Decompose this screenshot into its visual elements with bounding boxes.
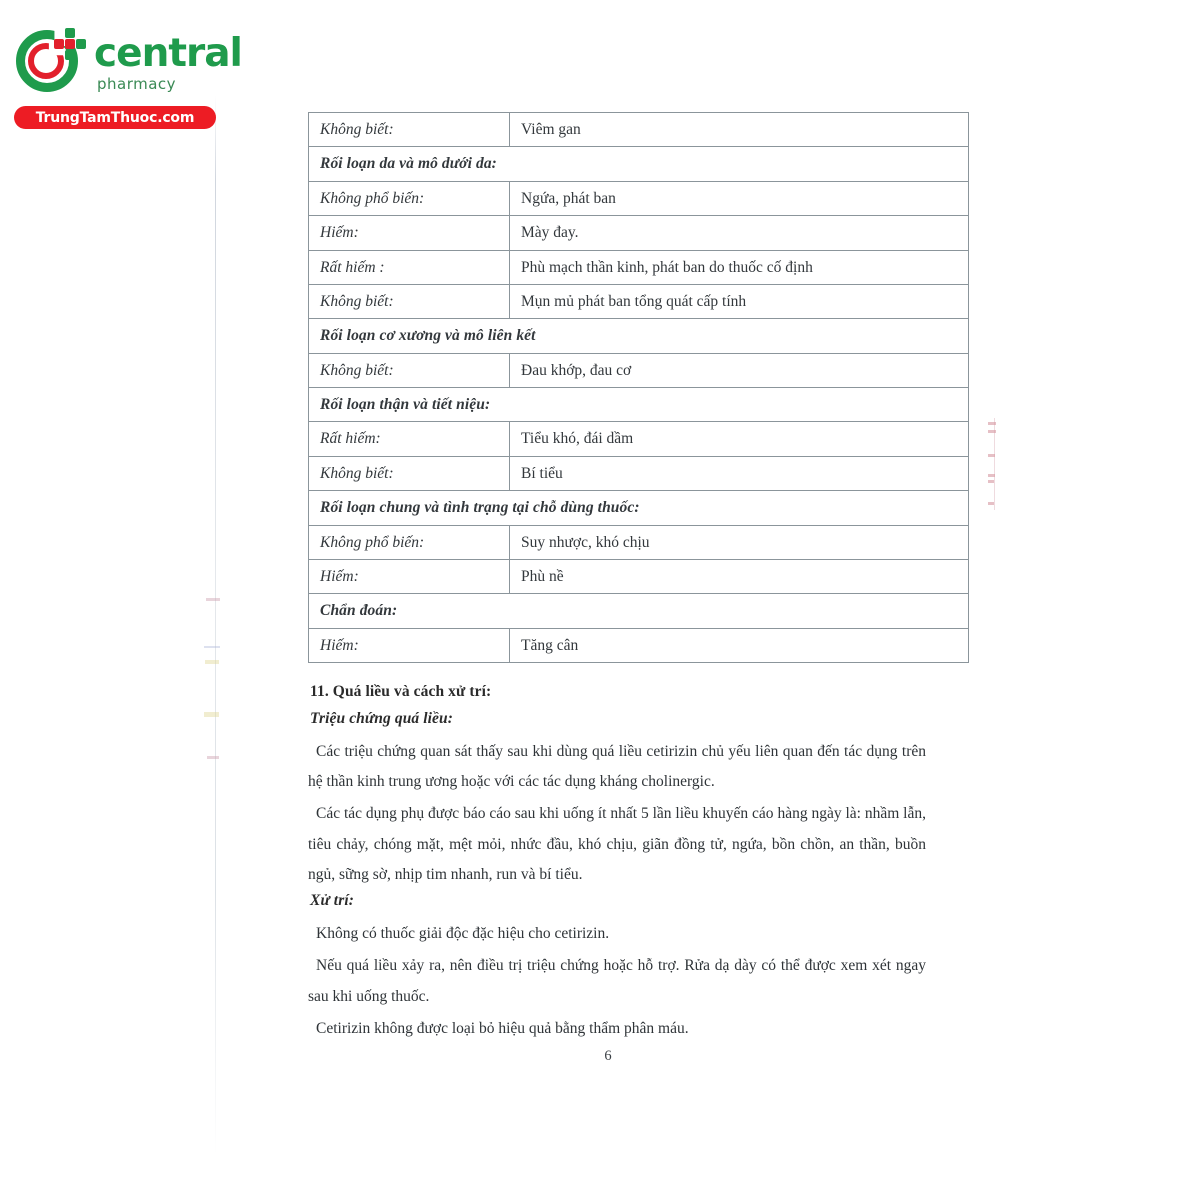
section-title-cell: Rối loạn thận và tiết niệu: <box>309 388 969 422</box>
table-section-row <box>309 147 969 181</box>
term-cell: Mụn mủ phát ban tổng quát cấp tính <box>510 284 969 318</box>
frequency-cell: Không phổ biến: <box>309 181 510 215</box>
scan-artifact-speck <box>205 660 219 664</box>
medical-cross-icon <box>54 28 86 60</box>
term-cell: Suy nhược, khó chịu <box>510 525 969 559</box>
table-row <box>309 216 969 250</box>
adverse-effects-table <box>308 112 969 663</box>
table-section-row <box>309 319 969 353</box>
term-cell: Tiểu khó, đái dầm <box>510 422 969 456</box>
scan-artifact-speck <box>207 756 219 759</box>
section-title-cell: Rối loạn cơ xương và mô liên kết <box>309 319 969 353</box>
scan-artifact-vertical-line <box>215 95 216 1155</box>
section-title-cell: Rối loạn chung và tình trạng tại chỗ dùng thuốc: <box>309 491 969 525</box>
term-cell: Bí tiểu <box>510 456 969 490</box>
term-cell: Đau khớp, đau cơ <box>510 353 969 387</box>
adverse-effects-table-body <box>309 113 969 663</box>
logo-wordmark <box>94 31 242 93</box>
table-row <box>309 456 969 490</box>
term-cell: Mày đay. <box>510 216 969 250</box>
brand-subtitle: pharmacy <box>97 75 177 93</box>
scan-artifact-speck <box>204 712 219 717</box>
section-title-cell: Rối loạn da và mô dưới da: <box>309 147 969 181</box>
scan-artifact-speck <box>206 598 220 601</box>
table-row <box>309 113 969 147</box>
document-page <box>308 112 926 1065</box>
frequency-cell: Rất hiếm : <box>309 250 510 284</box>
site-badge <box>14 106 216 129</box>
frequency-cell: Hiếm: <box>309 628 510 662</box>
site-badge-label: TrungTamThuoc.com <box>35 109 195 126</box>
frequency-cell: Hiếm: <box>309 216 510 250</box>
term-cell: Tăng cân <box>510 628 969 662</box>
brand-name: central <box>94 31 242 76</box>
scan-artifact-right-marks <box>988 418 1002 510</box>
frequency-cell: Không biết: <box>309 353 510 387</box>
scan-artifact-speck <box>204 646 220 648</box>
table-section-row <box>309 491 969 525</box>
central-pharmacy-logo-icon <box>14 26 88 100</box>
paragraph-symptoms-2: Các tác dụng phụ được báo cáo sau khi uống ít nhất 5 lần liều khuyến cáo hàng ngày là: nhầm lẫn, tiêu chảy, chóng mặt, mệt mỏi, nhức đầu, khó chịu, giãn đồng tử, ngứa, bồn chồn, an thần, buồn ngủ, sững sờ, nhịp tim nhanh, run và bí tiểu. <box>308 805 926 883</box>
table-section-row <box>309 594 969 628</box>
table-row <box>309 353 969 387</box>
term-cell: Phù mạch thần kinh, phát ban do thuốc cố định <box>510 250 969 284</box>
term-cell: Ngứa, phát ban <box>510 181 969 215</box>
table-row <box>309 250 969 284</box>
paragraph-management-1: Không có thuốc giải độc đặc hiệu cho cetirizin. <box>316 925 610 943</box>
table-row <box>309 422 969 456</box>
paragraph-management-3: Cetirizin không được loại bỏ hiệu quả bằng thẩm phân máu. <box>316 1019 689 1037</box>
frequency-cell: Hiếm: <box>309 559 510 593</box>
frequency-cell: Không biết: <box>309 284 510 318</box>
table-row <box>309 628 969 662</box>
table-section-row <box>309 388 969 422</box>
paragraph-management-2: Nếu quá liều xảy ra, nên điều trị triệu chứng hoặc hỗ trợ. Rửa dạ dày có thể được xem xét ngay sau khi uống thuốc. <box>308 957 926 1005</box>
logo-row <box>14 26 242 100</box>
table-row <box>309 181 969 215</box>
frequency-cell: Không phổ biến: <box>309 525 510 559</box>
overdose-section <box>308 683 926 1065</box>
section-heading: 11. Quá liều và cách xử trí: <box>310 683 492 700</box>
section-title-cell: Chẩn đoán: <box>309 594 969 628</box>
table-row <box>309 525 969 559</box>
term-cell: Viêm gan <box>510 113 969 147</box>
table-row <box>309 284 969 318</box>
subheading-symptoms: Triệu chứng quá liều: <box>310 710 454 727</box>
brand-watermark <box>14 26 242 129</box>
term-cell: Phù nề <box>510 559 969 593</box>
frequency-cell: Rất hiếm: <box>309 422 510 456</box>
page-number: 6 <box>604 1047 612 1064</box>
table-row <box>309 559 969 593</box>
subheading-management: Xử trí: <box>310 892 355 910</box>
frequency-cell: Không biết: <box>309 113 510 147</box>
paragraph-symptoms-1: Các triệu chứng quan sát thấy sau khi dùng quá liều cetirizin chủ yếu liên quan đến tác dụng trên hệ thần kinh trung ương hoặc với các tác dụng kháng cholinergic. <box>308 743 926 791</box>
frequency-cell: Không biết: <box>309 456 510 490</box>
